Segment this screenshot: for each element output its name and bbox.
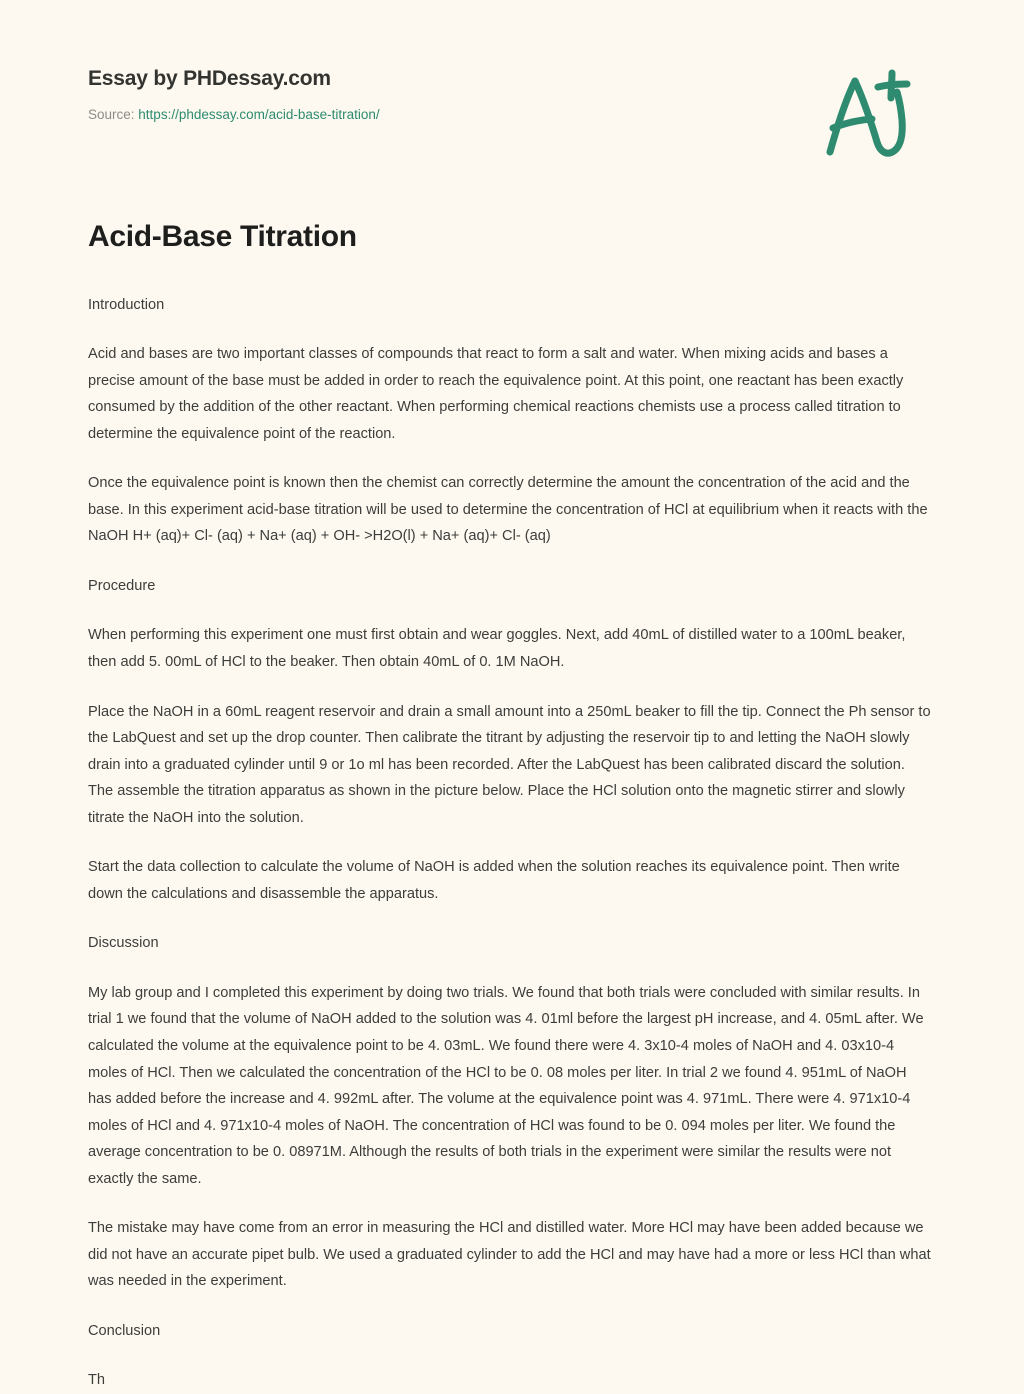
- paragraph-discussion-2: The mistake may have come from an error in measuring the HCl and distilled water. More HCl may have been added because we did not have an accurate pipet bulb. We used a graduated cylinder to add the HCl and may have had a more or less HCl than what was needed in the experiment.: [88, 1215, 933, 1295]
- page-title: Acid-Base Titration: [88, 118, 936, 256]
- section-heading-introduction: Introduction: [88, 292, 933, 319]
- source-label: Source:: [88, 107, 135, 122]
- paragraph-discussion-1: My lab group and I completed this experiment by doing two trials. We found that both trials were concluded with similar results. In trial 1 we found that the volume of NaOH added to the solution was 4. 01ml before the largest pH increase, and 4. 05mL after. We calculated the volume at the equivalence point to be 4. 03mL. We found there were 4. 3x10-4 moles of NaOH and 4. 03x10-4 moles of HCl. Then we calculated the concentration of the HCl to be 0. 08 moles per liter. In trial 2 we found 4. 951mL of NaOH has added before the increase and 4. 992mL after. The volume at the equivalence point was 4. 971mL. There were 4. 971x10-4 moles of HCl and 4. 971x10-4 moles of NaOH. The concentration of HCl was found to be 0. 094 moles per liter. We found the average concentration to be 0. 08971M. Although the results of both trials in the experiment were similar the results were not exactly the same.: [88, 980, 933, 1192]
- paragraph-procedure-1: When performing this experiment one must first obtain and wear goggles. Next, add 40mL of distilled water to a 100mL beaker, then add 5. 00mL of HCl to the beaker. Then obtain 40mL of 0. 1M NaOH.: [88, 622, 933, 675]
- brand-title: Essay by PHDessay.com: [88, 66, 936, 91]
- section-heading-conclusion: Conclusion: [88, 1318, 933, 1345]
- paragraph-procedure-2: Place the NaOH in a 60mL reagent reservoir and drain a small amount into a 250mL beaker to fill the tip. Connect the Ph sensor to the LabQuest and set up the drop counter. Then calibrate the titrant by adjusting the reservoir tip to and letting the NaOH slowly drain into a graduated cylinder until 9 or 1o ml has been recorded. After the LabQuest has been calibrated discard the solution. The assemble the titration apparatus as shown in the picture below. Place the HCl solution onto the magnetic stirrer and slowly titrate the NaOH into the solution.: [88, 699, 933, 832]
- paragraph-procedure-3: Start the data collection to calculate the volume of NaOH is added when the solution reaches its equivalence point. Then write down the calculations and disassemble the apparatus.: [88, 854, 933, 907]
- paragraph-introduction-2: Once the equivalence point is known then the chemist can correctly determine the amount the concentration of the acid and the base. In this experiment acid-base titration will be used to determine the concentration of HCl at equilibrium when it reacts with the NaOH H+ (aq)+ Cl- (aq) + Na+ (aq) + OH- >H2O(l) + Na+ (aq)+ Cl- (aq): [88, 470, 933, 550]
- source-url-link[interactable]: https://phdessay.com/acid-base-titration/: [138, 107, 379, 122]
- a-plus-logo-icon: [814, 68, 914, 163]
- source-line: [88, 106, 936, 124]
- paragraph-conclusion-truncated: Th: [88, 1367, 933, 1394]
- paragraph-introduction-1: Acid and bases are two important classes of compounds that react to form a salt and water. When mixing acids and bases a precise amount of the base must be added in order to reach the equivalence point. At this point, one reactant has been exactly consumed by the addition of the other reactant. When performing chemical reactions chemists use a process called titration to determine the equivalence point of the reaction.: [88, 341, 933, 447]
- section-heading-discussion: Discussion: [88, 930, 933, 957]
- essay-body: [88, 256, 933, 1394]
- section-heading-procedure: Procedure: [88, 573, 933, 600]
- site-header: [88, 0, 936, 118]
